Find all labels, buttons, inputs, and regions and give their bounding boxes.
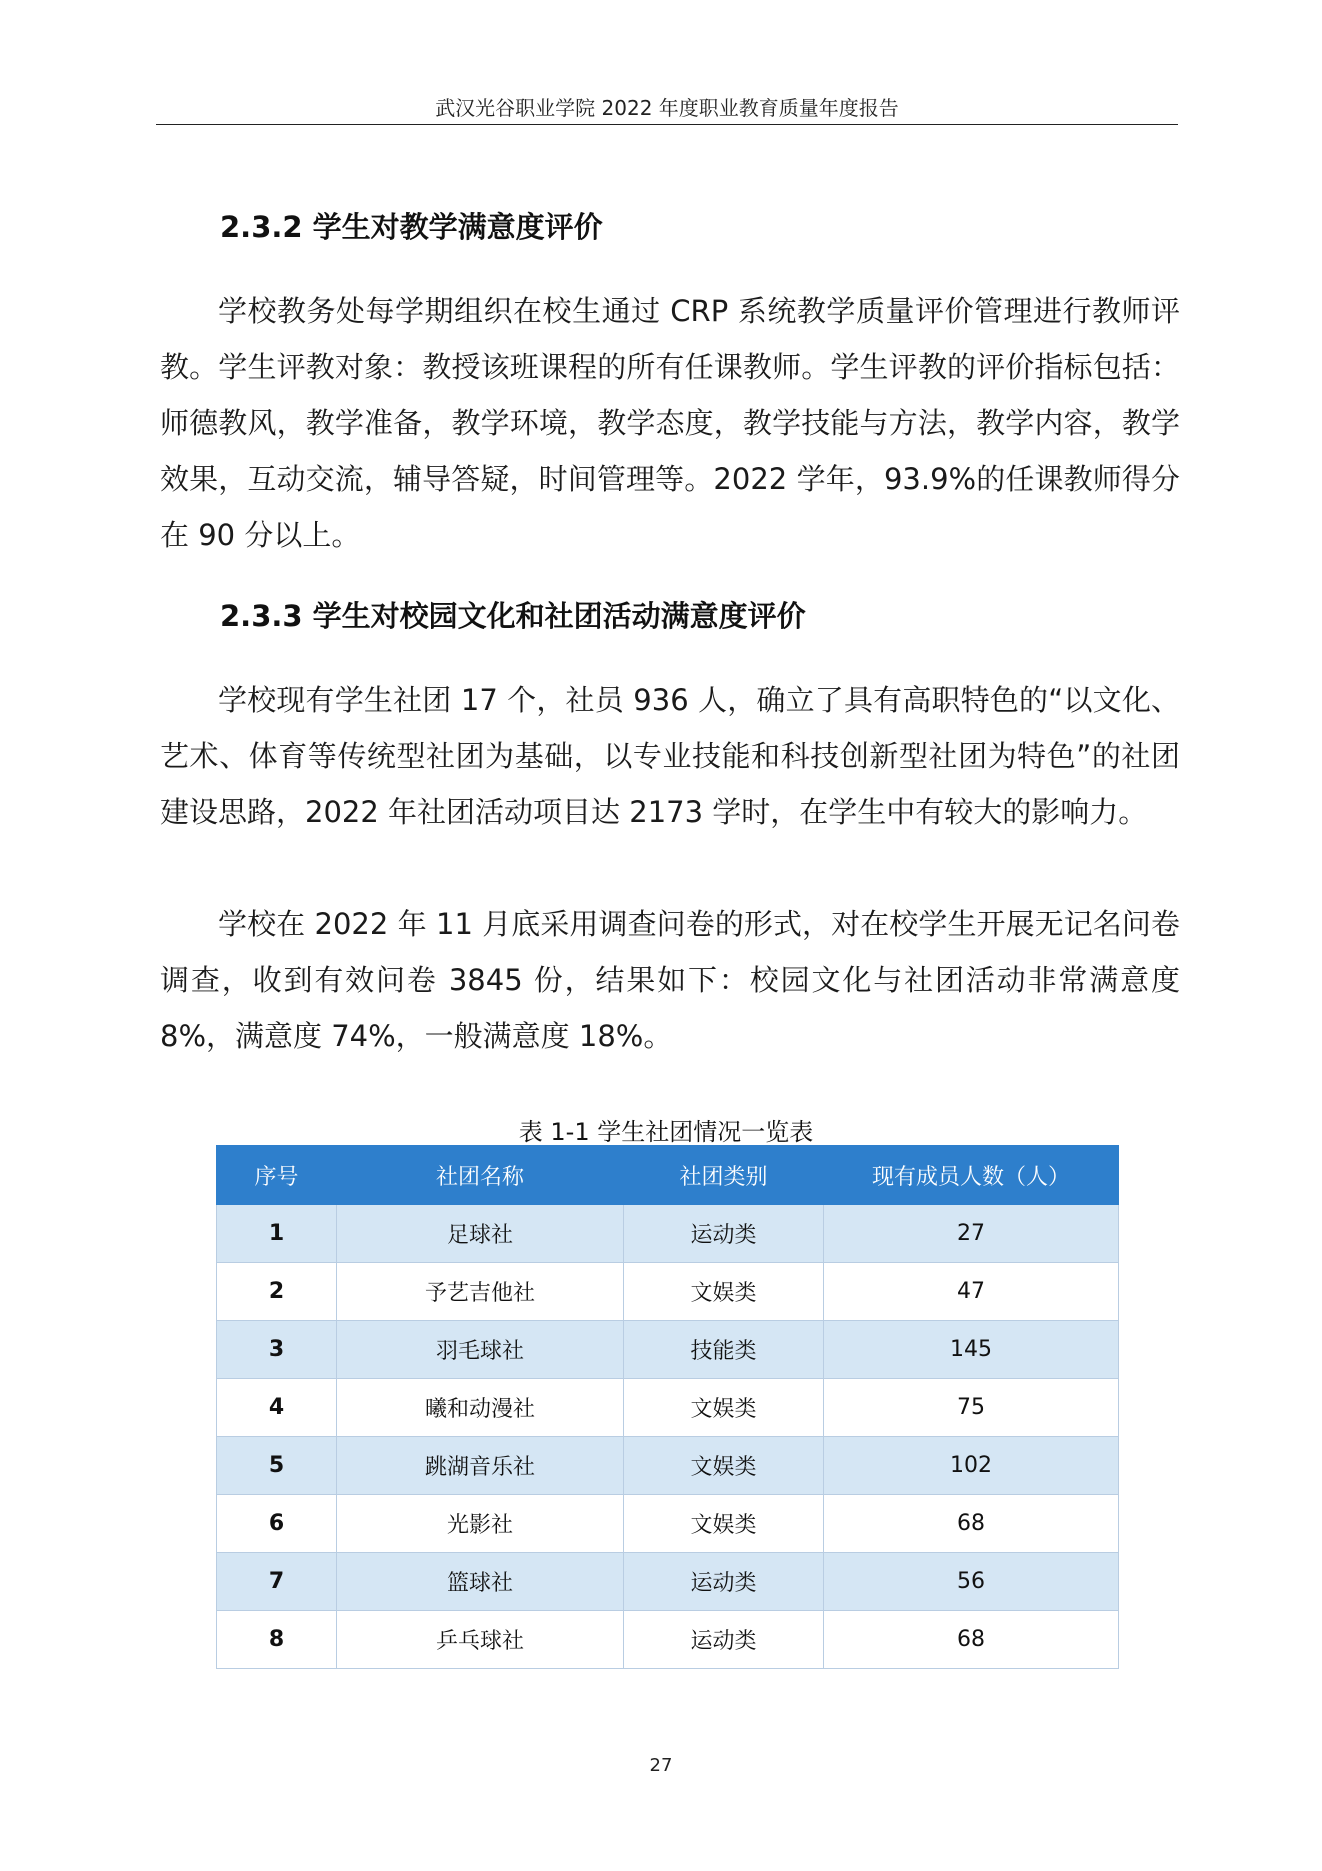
row-index: 2 (217, 1263, 337, 1321)
paragraph-club-overview: 学校现有学生社团 17 个，社员 936 人，确立了具有高职特色的“以文化、艺术、体育等传统型社团为基础，以专业技能和科技创新型社团为特色”的社团建设思路，2022 年社团活动项目达 2173 学时，在学生中有较大的影响力。 (160, 683, 1180, 829)
section-heading-2-3-2: 2.3.2 学生对教学满意度评价 (220, 210, 603, 244)
member-count: 68 (824, 1611, 1119, 1669)
table-caption: 表 1-1 学生社团情况一览表 (518, 1118, 814, 1146)
club-category: 文娱类 (624, 1495, 824, 1553)
column-header-member-count: 现有成员人数（人） (824, 1146, 1119, 1205)
member-count: 27 (824, 1205, 1119, 1263)
club-category: 运动类 (624, 1205, 824, 1263)
row-index: 5 (217, 1437, 337, 1495)
row-index: 4 (217, 1379, 337, 1437)
club-name: 跳湖音乐社 (337, 1437, 624, 1495)
member-count: 145 (824, 1321, 1119, 1379)
member-count: 47 (824, 1263, 1119, 1321)
table-row (217, 1611, 1119, 1669)
table-row (217, 1263, 1119, 1321)
member-count: 102 (824, 1437, 1119, 1495)
club-name: 光影社 (337, 1495, 624, 1553)
row-index: 7 (217, 1553, 337, 1611)
row-index: 3 (217, 1321, 337, 1379)
table-row (217, 1321, 1119, 1379)
paragraph-survey-results: 学校在 2022 年 11 月底采用调查问卷的形式，对在校学生开展无记名问卷调查，收到有效问卷 3845 份，结果如下：校园文化与社团活动非常满意度 8%，满意度 74%，一般满意度 18%。 (160, 907, 1180, 1053)
header-divider (156, 124, 1178, 125)
column-header-club-name: 社团名称 (337, 1146, 624, 1205)
row-index: 6 (217, 1495, 337, 1553)
member-count: 68 (824, 1495, 1119, 1553)
section-heading-2-3-3: 2.3.3 学生对校园文化和社团活动满意度评价 (220, 599, 806, 633)
column-header-club-category: 社团类别 (624, 1146, 824, 1205)
club-category: 文娱类 (624, 1437, 824, 1495)
club-category: 文娱类 (624, 1263, 824, 1321)
club-name: 羽毛球社 (337, 1321, 624, 1379)
table-row (217, 1437, 1119, 1495)
row-index: 1 (217, 1205, 337, 1263)
club-name: 乒乓球社 (337, 1611, 624, 1669)
club-category: 运动类 (624, 1611, 824, 1669)
table-header-row (217, 1146, 1119, 1205)
page-number: 27 (649, 1755, 673, 1776)
club-category: 运动类 (624, 1553, 824, 1611)
table-row (217, 1379, 1119, 1437)
club-name: 篮球社 (337, 1553, 624, 1611)
club-name: 予艺吉他社 (337, 1263, 624, 1321)
table-row (217, 1553, 1119, 1611)
paragraph-teaching-satisfaction: 学校教务处每学期组织在校生通过 CRP 系统教学质量评价管理进行教师评教。学生评教对象：教授该班课程的所有任课教师。学生评教的评价指标包括：师德教风，教学准备，教学环境，教学态度，教学技能与方法，教学内容，教学效果，互动交流，辅导答疑，时间管理等。2022 学年，93.9%的任课教师得分在 90 分以上。 (160, 294, 1180, 552)
member-count: 56 (824, 1553, 1119, 1611)
club-category: 文娱类 (624, 1379, 824, 1437)
row-index: 8 (217, 1611, 337, 1669)
club-table (216, 1145, 1119, 1669)
table-row (217, 1495, 1119, 1553)
club-category: 技能类 (624, 1321, 824, 1379)
club-name: 足球社 (337, 1205, 624, 1263)
member-count: 75 (824, 1379, 1119, 1437)
table-row (217, 1205, 1119, 1263)
club-name: 曦和动漫社 (337, 1379, 624, 1437)
running-header: 武汉光谷职业学院 2022 年度职业教育质量年度报告 (435, 96, 899, 120)
column-header-index: 序号 (217, 1146, 337, 1205)
